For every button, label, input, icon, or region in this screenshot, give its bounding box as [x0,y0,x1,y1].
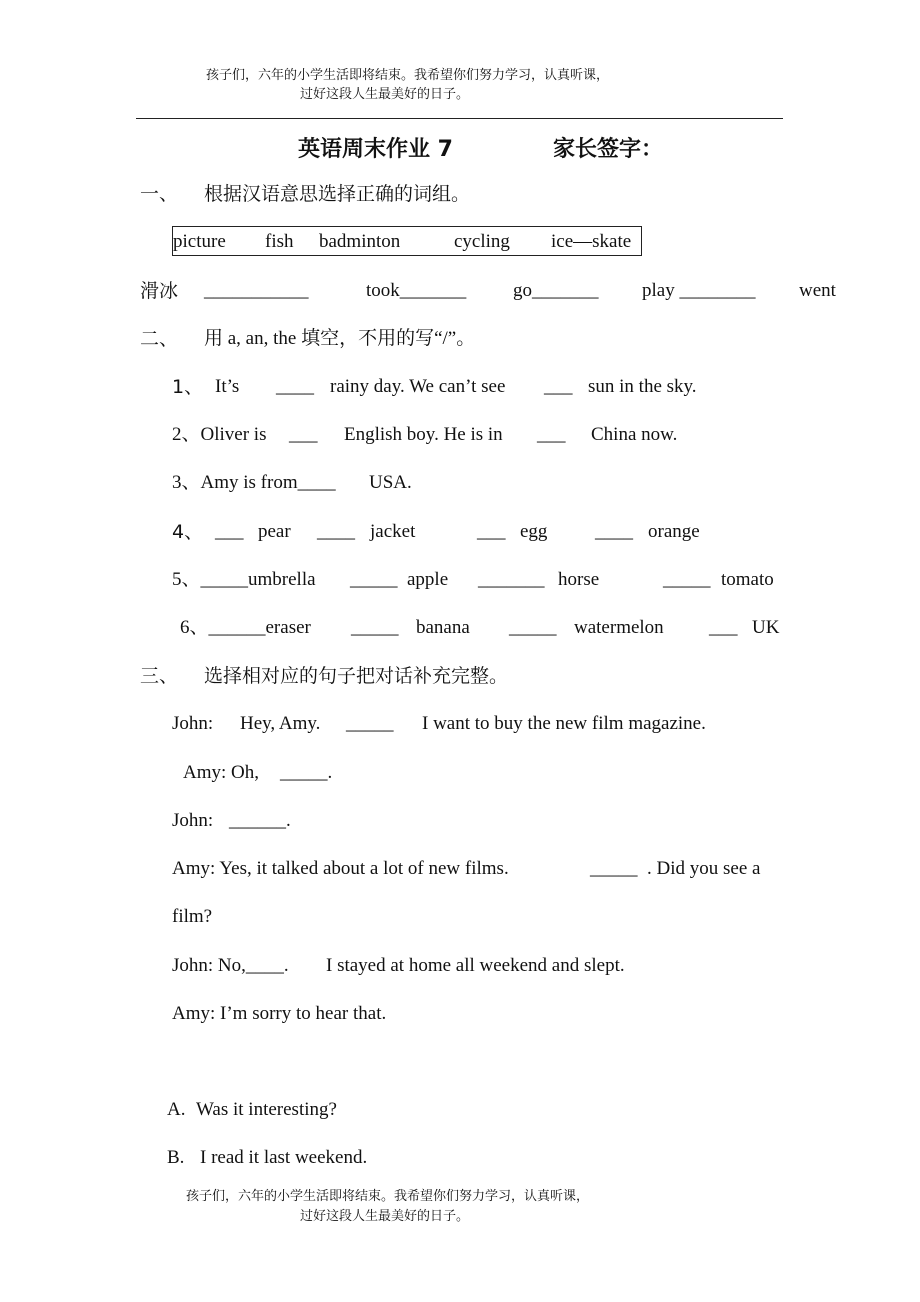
dialog-line: Amy: I’m sorry to hear that. [172,1003,387,1024]
item5-word: horse [558,569,600,590]
section3-heading: 选择相对应的句子把对话补充完整。 [204,665,509,687]
word-bank-item: fish [265,231,294,252]
item3-part: 3、Amy is from____ [172,472,336,493]
section1-row-cell: play ________ [642,280,756,301]
dialog-blank: ______. [229,810,291,831]
header-line-1: 孩子们，六年的小学生活即将结束。我希望你们努力学习，认真听课， [206,68,610,83]
section1-row-cell: took_______ [366,280,467,301]
item1-part: rainy day. We can’t see [330,376,506,397]
dialog-line: Amy: Oh, [183,762,259,783]
item6-part: 6、______eraser [180,617,311,638]
item6-blank: _____ [351,617,399,638]
section1-number: 一、 [140,183,179,205]
item1-blank: ___ [544,376,573,397]
item6-blank: ___ [709,617,738,638]
item2-part: English boy. He is in [344,424,503,445]
section2-heading: 用 a, an, the 填空，不用的写“/”。 [204,328,476,349]
option-letter: A. [167,1099,186,1120]
item4-word: egg [520,521,548,542]
item4-blank: ___ [215,521,244,542]
section2-number: 二、 [140,328,179,350]
item4-blank: ____ [317,521,355,542]
item6-blank: _____ [509,617,557,638]
word-bank-item: ice—skate [551,231,632,252]
item2-part: 2、Oliver is [172,424,267,445]
item2-blank: ___ [537,424,566,445]
word-bank-item: cycling [454,231,510,252]
item5-word: tomato [721,569,774,590]
header-line-2: 过好这段人生最美好的日子。 [300,87,470,102]
dialog-line: Hey, Amy. [240,713,321,734]
dialog-line: John: No,____. [172,955,289,976]
item4-blank: ____ [595,521,633,542]
item6-word: UK [752,617,780,638]
parent-signature-label: 家长签字： [553,137,664,162]
item4-word: orange [648,521,700,542]
header-divider [136,118,783,119]
worksheet-title: 英语周末作业 7 [298,137,453,162]
option-text: Was it interesting? [196,1099,337,1120]
dialog-blank: _____. [280,762,333,783]
dialog-speaker: John: [172,713,214,734]
section1-row-cell: 滑冰 [140,280,179,302]
item5-word: apple [407,569,449,590]
item6-word: banana [416,617,470,638]
item5-blank: _______ [478,569,545,590]
item4-word: jacket [370,521,416,542]
item1-blank: ____ [276,376,314,397]
footer-line-2: 过好这段人生最美好的日子。 [300,1209,470,1224]
item3-part: USA. [369,472,412,493]
word-bank-item: picture [173,231,226,252]
item1-part: sun in the sky. [588,376,697,397]
option-text: I read it last weekend. [200,1147,368,1168]
item5-blank: _____ [663,569,711,590]
item1-part: It’s [215,376,240,397]
word-bank-item: badminton [319,231,401,252]
item2-part: China now. [591,424,678,445]
item1-part: 1、 [172,376,204,398]
section3-number: 三、 [140,665,179,687]
section1-row-cell: ___________ [204,280,309,301]
item2-blank: ___ [289,424,318,445]
section1-row-cell: went [799,280,836,301]
dialog-line: . Did you see a [647,858,761,879]
dialog-blank: _____ [590,858,638,879]
item6-word: watermelon [574,617,664,638]
item4-number: 4、 [172,521,204,543]
item4-word: pear [258,521,291,542]
item5-part: 5、_____umbrella [172,569,316,590]
dialog-blank: _____ [346,713,394,734]
footer-line-1: 孩子们，六年的小学生活即将结束。我希望你们努力学习，认真听课， [186,1189,590,1204]
dialog-speaker: John: [172,810,214,831]
dialog-line: film? [172,906,213,927]
dialog-line: I stayed at home all weekend and slept. [326,955,625,976]
section1-heading: 根据汉语意思选择正确的词组。 [204,183,471,205]
dialog-line: I want to buy the new film magazine. [422,713,706,734]
section1-row-cell: go_______ [513,280,599,301]
item5-blank: _____ [350,569,398,590]
dialog-line: Amy: Yes, it talked about a lot of new films. [172,858,509,879]
option-letter: B. [167,1147,185,1168]
item4-blank: ___ [477,521,506,542]
